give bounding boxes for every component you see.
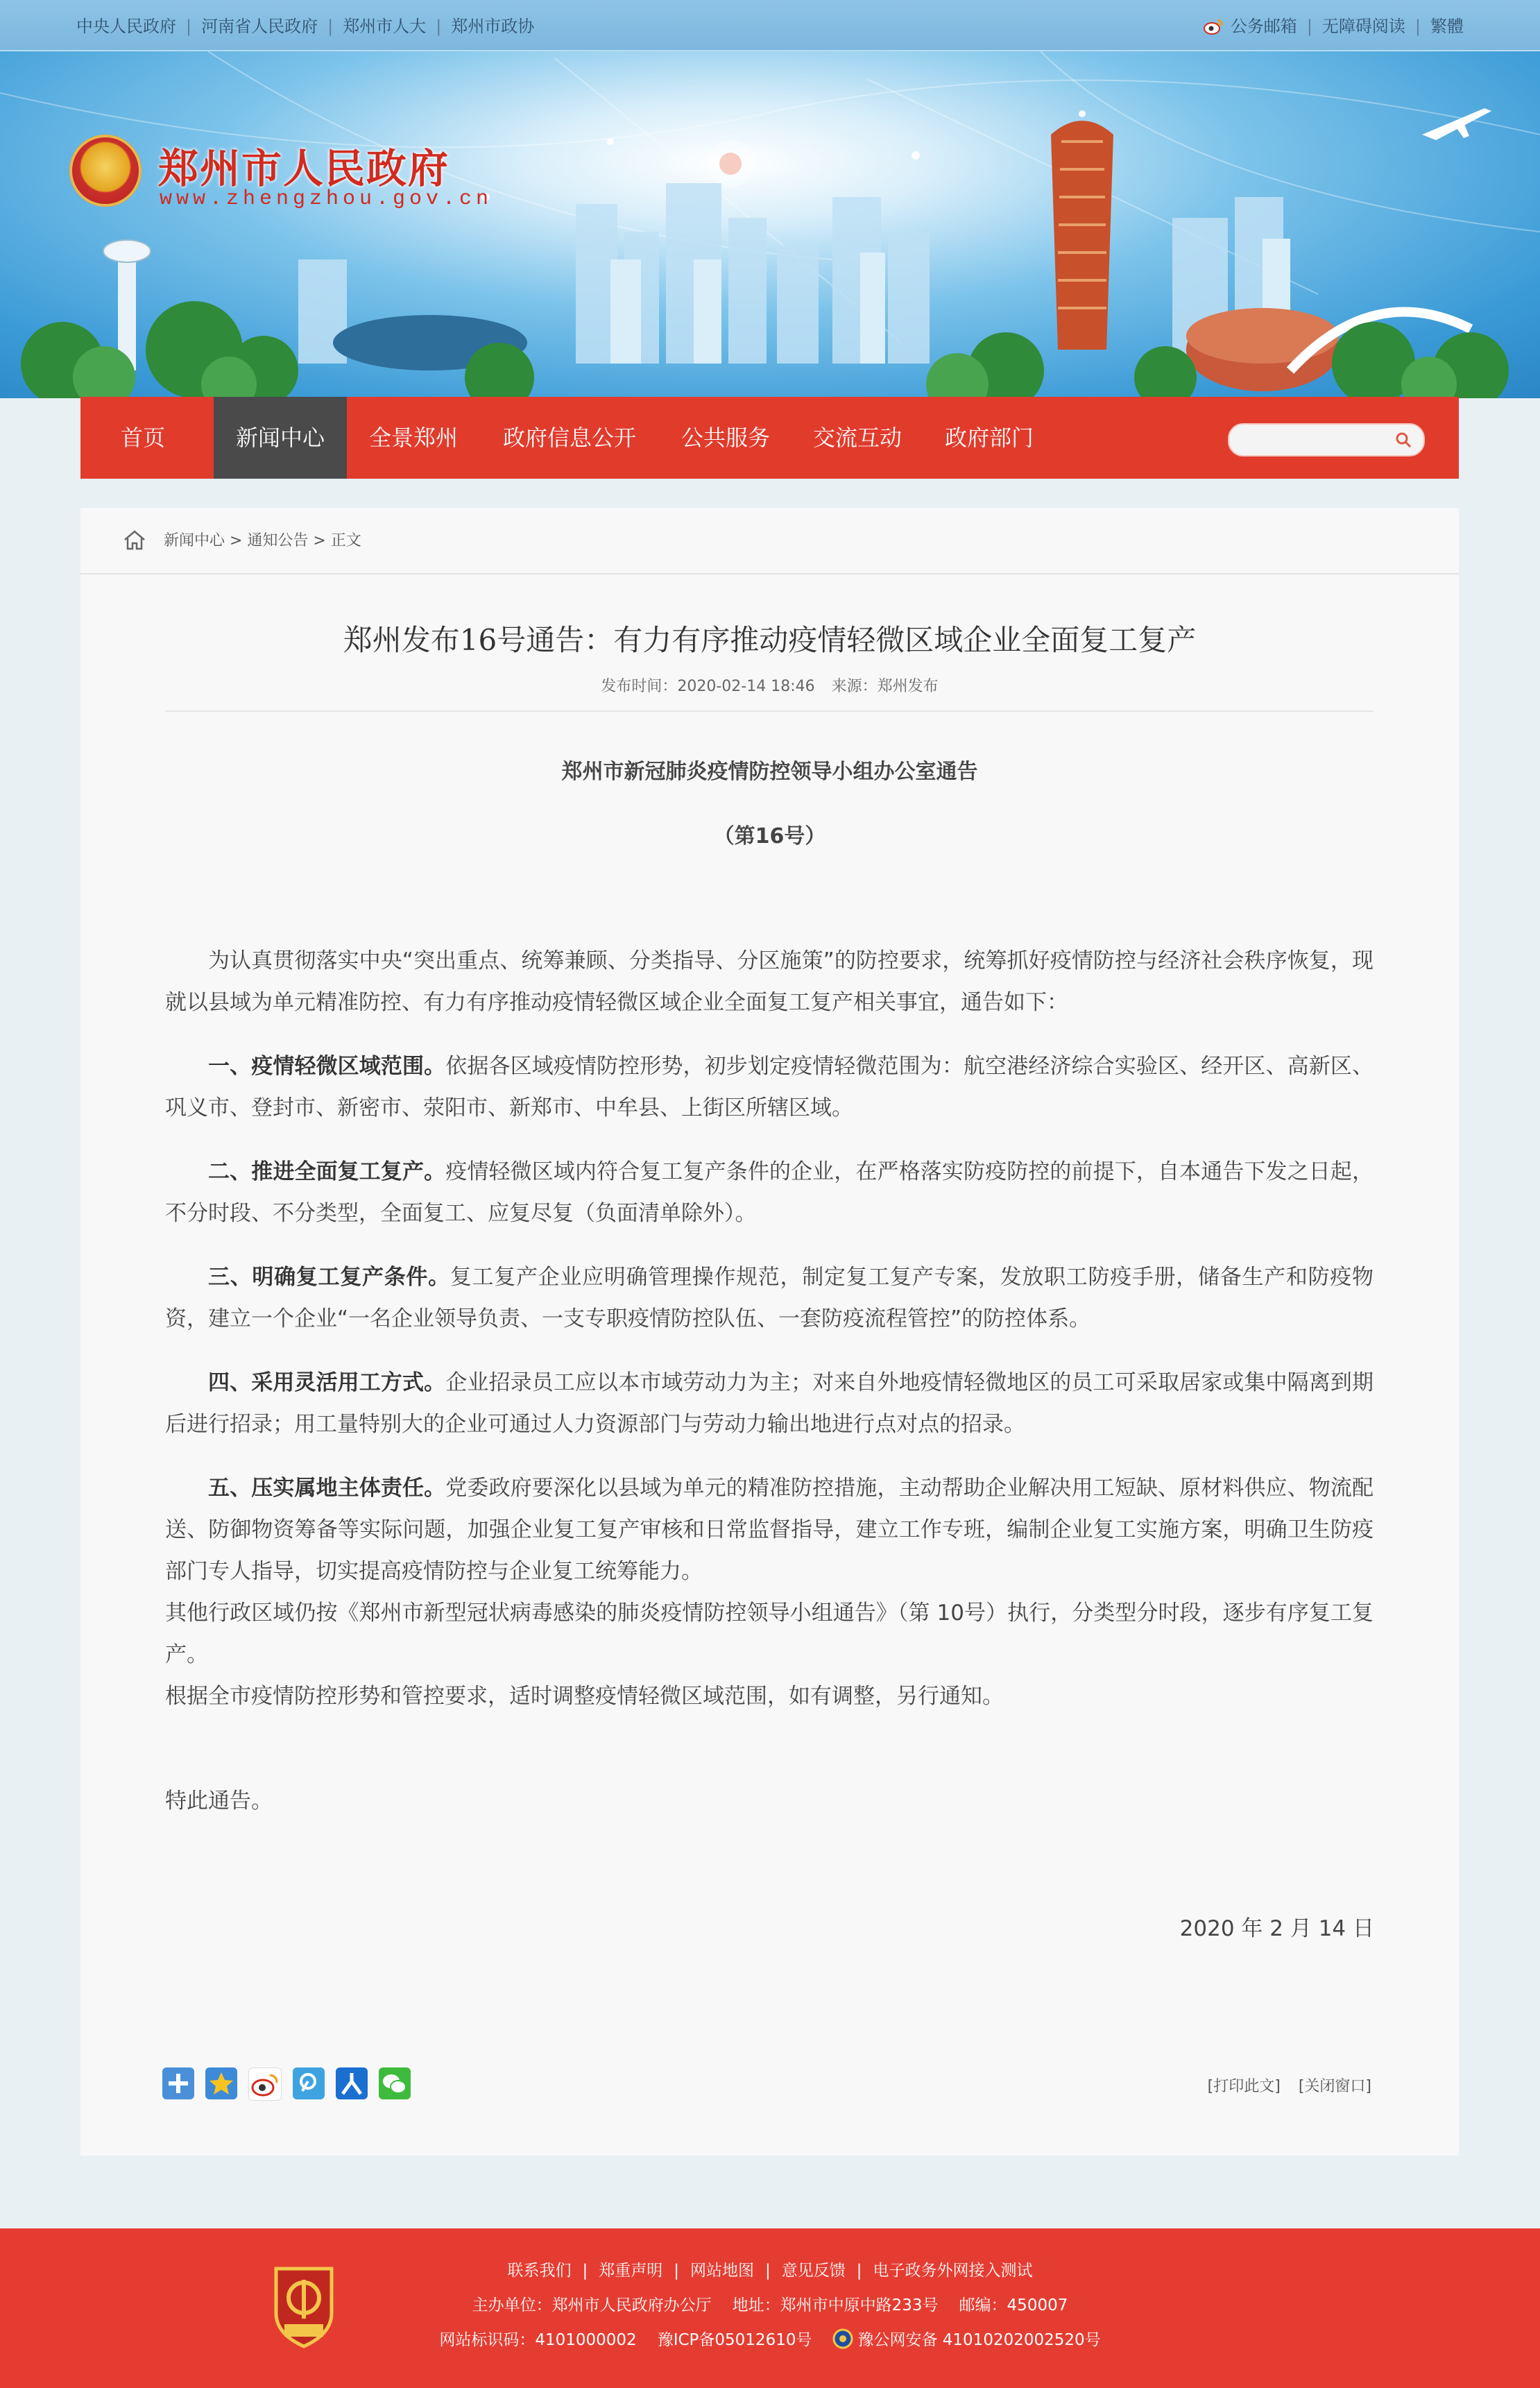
top-bar [0, 0, 1540, 51]
section-text: 党委政府要深化以县域为单元的精准防控措施，主动帮助企业解决用工短缺、原材料供应、物流配送、防御物资筹备等实际问题，加强企业复工复产审核和日常监督指导，建立工作专班，编制企业复工实施方案，明确卫生防疫部门专人指导，切实提高疫情防控与企业复工统筹能力。 [165, 1476, 1374, 1584]
top-links: 中央人民政府 | 河南省人民政府 | 郑州市人大 | 郑州市政协 [76, 17, 535, 36]
link-mailbox[interactable]: 公务邮箱 [1230, 17, 1297, 36]
divider [80, 573, 1459, 574]
section-text: 复工复产企业应明确管理操作规范，制定复工复产专案，发放职工防疫手册，储备生产和防疫物资，建立一个企业“一名企业领导负责、一支专职疫情防控队伍、一套防疫流程管控”的防控体系。 [165, 1265, 1374, 1331]
main-nav [80, 397, 1459, 479]
breadcrumb-path[interactable]: 新闻中心 > 通知公告 > 正文 [164, 532, 361, 549]
footer-link-contact[interactable]: 联系我们 [507, 2262, 572, 2280]
notice-date: 2020 年 2 月 14 日 [1179, 1916, 1374, 1941]
footer-link-feedback[interactable]: 意见反馈 [781, 2262, 846, 2280]
renren-share-icon[interactable] [336, 2067, 368, 2099]
logo-url: www.zhengzhou.gov.cn [160, 187, 493, 211]
section-heading: 四、采用灵活用工方式。 [208, 1370, 446, 1395]
city-skyline-illustration [0, 51, 1540, 398]
national-emblem-icon [69, 135, 142, 207]
tencent-weibo-share-icon[interactable] [293, 2067, 325, 2099]
article-source: 来源：郑州发布 [831, 678, 939, 695]
article-body [165, 940, 1374, 1717]
footer-police-record[interactable]: 豫公网安备 41010202002520号 [857, 2331, 1101, 2349]
footer [0, 2228, 1540, 2388]
search-input[interactable] [1242, 429, 1383, 451]
link-zz-cppcc[interactable]: 郑州市政协 [451, 17, 535, 36]
link-traditional[interactable]: 繁體 [1430, 17, 1464, 36]
section-text: 疫情轻微区域内符合复工复产条件的企业，在严格落实防疫防控的前提下，自本通告下发之日起，不分时段、不分类型，全面复工、应复尽复（负面清单除外）。 [165, 1159, 1374, 1226]
weibo-share-icon[interactable] [248, 2067, 282, 2101]
closing-text: 特此通告。 [165, 1789, 273, 1814]
section-heading: 二、推进全面复工复产。 [208, 1159, 446, 1184]
link-accessible[interactable]: 无障碍阅读 [1321, 17, 1405, 36]
logo-title: 郑州市人民政府 [158, 145, 450, 192]
close-window-button[interactable]: [关闭窗口] [1298, 2078, 1371, 2095]
share-bar [162, 2067, 422, 2102]
section-heading: 一、疫情轻微区域范围。 [208, 1054, 446, 1079]
section-heading: 五、压实属地主体责任。 [208, 1476, 446, 1501]
footer-postcode: 邮编：450007 [959, 2296, 1068, 2314]
link-henan-gov[interactable]: 河南省人民政府 [201, 17, 318, 36]
police-badge-icon [832, 2328, 853, 2349]
section-paragraph [165, 1046, 1374, 1129]
divider [165, 710, 1374, 712]
nav-public-service[interactable]: 公共服务 [681, 425, 770, 451]
footer-registration [0, 2327, 1540, 2350]
nav-panorama[interactable]: 全景郑州 [368, 425, 458, 451]
header-banner [0, 51, 1540, 398]
share-more-icon[interactable] [162, 2067, 194, 2099]
section-paragraph [165, 1362, 1374, 1445]
extra-paragraph: 根据全市疫情防控形势和管控要求，适时调整疫情轻微区域范围，如有调整，另行通知。 [165, 1684, 1004, 1709]
breadcrumb [122, 529, 361, 551]
nav-departments[interactable]: 政府部门 [944, 425, 1034, 451]
footer-link-statement[interactable]: 郑重声明 [599, 2262, 663, 2280]
nav-interaction[interactable]: 交流互动 [812, 425, 902, 451]
top-right-links: 公务邮箱 | 无障碍阅读 | 繁體 [1203, 12, 1464, 37]
nav-home[interactable]: 首页 [120, 425, 165, 451]
footer-link-sitemap[interactable]: 网站地图 [690, 2262, 754, 2280]
print-button[interactable]: [打印此文] [1207, 2078, 1281, 2095]
section-paragraph [165, 1467, 1374, 1592]
section-paragraph [165, 1256, 1374, 1340]
article-panel [80, 508, 1459, 2156]
section-paragraph [165, 1151, 1374, 1234]
nav-gov-info[interactable]: 政府信息公开 [502, 425, 636, 451]
search-box [1228, 423, 1425, 457]
notice-issuer: 郑州市新冠肺炎疫情防控领导小组办公室通告 [561, 760, 978, 784]
intro-paragraph: 为认真贯彻落实中央“突出重点、统筹兼顾、分类指导、分区施策”的防控要求，统筹抓好疫情防控与经济社会秩序恢复，现就以县域为单元精准防控、有力有序推动疫情轻微区域企业全面复工复产相关事宜，通告如下： [165, 948, 1374, 1015]
article-title: 郑州发布16号通告：有力有序推动疫情轻微区域企业全面复工复产 [343, 623, 1197, 657]
publish-time: 发布时间：2020-02-14 18:46 [601, 678, 815, 695]
footer-icp[interactable]: 豫ICP备05012610号 [657, 2331, 812, 2349]
weibo-icon[interactable] [1203, 18, 1224, 35]
notice-number: （第16号） [713, 824, 826, 848]
footer-info [0, 2292, 1540, 2315]
qzone-share-icon[interactable] [205, 2067, 237, 2099]
search-icon[interactable] [1394, 431, 1412, 449]
section-heading: 三、明确复工复产条件。 [208, 1265, 450, 1290]
article-meta [80, 674, 1459, 696]
link-zz-npc[interactable]: 郑州市人大 [343, 17, 427, 36]
link-central-gov[interactable]: 中央人民政府 [76, 17, 176, 36]
footer-site-id: 网站标识码：4101000002 [439, 2331, 637, 2349]
footer-link-egov-test[interactable]: 电子政务外网接入测试 [873, 2262, 1033, 2280]
home-icon[interactable] [122, 529, 147, 551]
article-tools [1190, 2074, 1371, 2096]
extra-paragraph: 其他行政区域仍按《郑州市新型冠状病毒感染的肺炎疫情防控领导小组通告》（第 10号）执行，分类型分时段，逐步有序复工复产。 [165, 1601, 1374, 1667]
footer-address: 地址：郑州市中原中路233号 [732, 2296, 939, 2314]
wechat-share-icon[interactable] [379, 2067, 411, 2099]
nav-news-center[interactable]: 新闻中心 [214, 397, 347, 479]
footer-links: 联系我们 | 郑重声明 | 网站地图 | 意见反馈 | 电子政务外网接入测试 [507, 2262, 1033, 2280]
section-text: 依据各区域疫情防控形势，初步划定疫情轻微范围为：航空港经济综合实验区、经开区、高新区、巩义市、登封市、新密市、荥阳市、新郑市、中牟县、上街区所辖区域。 [165, 1054, 1374, 1120]
footer-host: 主办单位：郑州市人民政府办公厅 [472, 2296, 712, 2314]
section-text: 企业招录员工应以本市域劳动力为主；对来自外地疫情轻微地区的员工可采取居家或集中隔离到期后进行招录；用工量特别大的企业可通过人力资源部门与劳动力输出地进行点对点的招录。 [165, 1370, 1374, 1437]
